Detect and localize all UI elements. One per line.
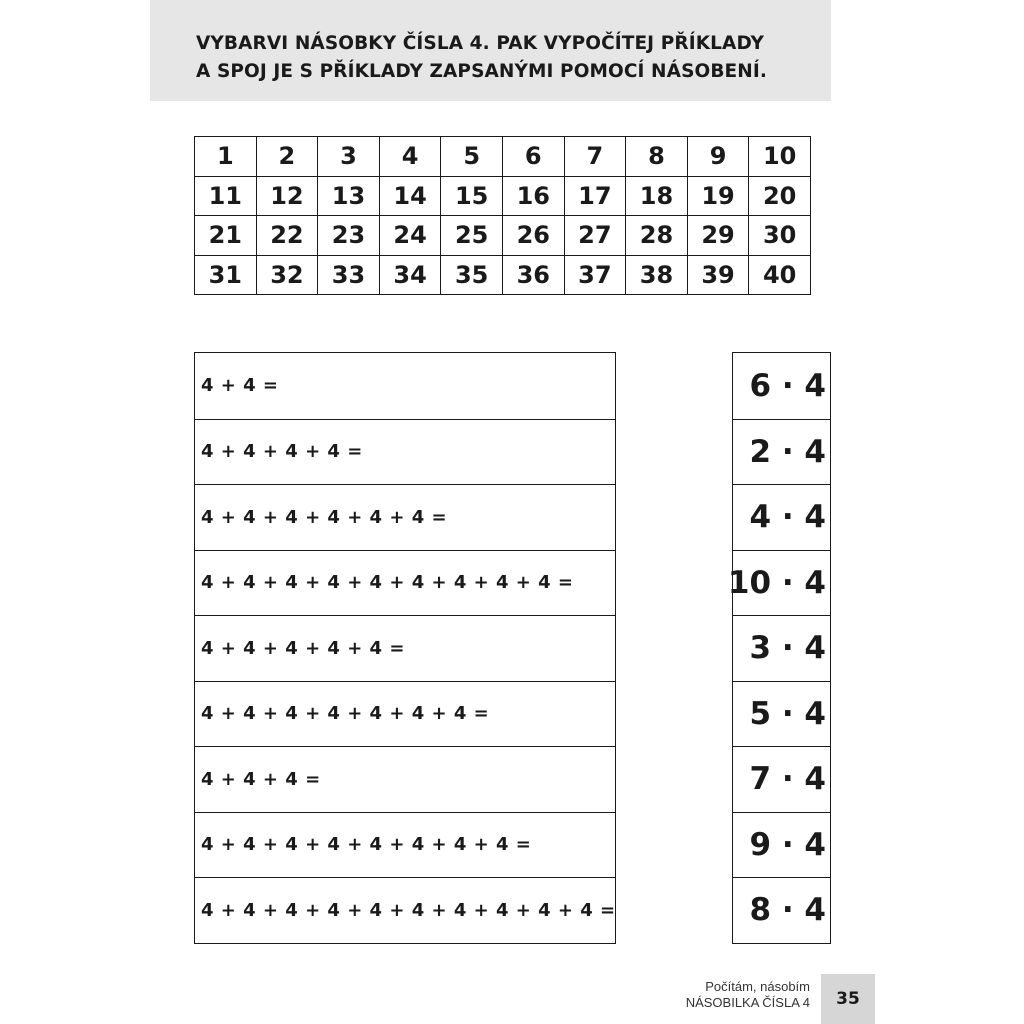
addition-exercise[interactable]: 4 + 4 + 4 + 4 + 4 = bbox=[195, 615, 615, 681]
grid-cell[interactable]: 38 bbox=[626, 255, 688, 295]
addition-exercise[interactable]: 4 + 4 + 4 = bbox=[195, 746, 615, 812]
grid-cell[interactable]: 16 bbox=[502, 176, 564, 216]
grid-row bbox=[195, 176, 811, 216]
page-number: 35 bbox=[821, 974, 875, 1024]
grid-cell[interactable]: 22 bbox=[256, 216, 318, 256]
grid-cell[interactable]: 5 bbox=[441, 137, 503, 177]
multiplication-exercise[interactable]: 2 · 4 bbox=[733, 419, 830, 485]
grid-cell[interactable]: 31 bbox=[195, 255, 257, 295]
instruction-line-1: VYBARVI NÁSOBKY ČÍSLA 4. PAK VYPOČÍTEJ PŘÍKLADY bbox=[196, 33, 765, 54]
grid-cell[interactable]: 39 bbox=[687, 255, 749, 295]
grid-cell[interactable]: 25 bbox=[441, 216, 503, 256]
grid-cell[interactable]: 30 bbox=[749, 216, 811, 256]
grid-cell[interactable]: 2 bbox=[256, 137, 318, 177]
instruction-banner bbox=[150, 0, 831, 101]
grid-cell[interactable]: 14 bbox=[379, 176, 441, 216]
grid-row bbox=[195, 137, 811, 177]
grid-cell[interactable]: 21 bbox=[195, 216, 257, 256]
grid-cell[interactable]: 34 bbox=[379, 255, 441, 295]
multiplication-exercise[interactable]: 8 · 4 bbox=[733, 877, 830, 943]
grid-cell[interactable]: 28 bbox=[626, 216, 688, 256]
addition-exercise[interactable]: 4 + 4 + 4 + 4 + 4 + 4 + 4 + 4 + 4 = bbox=[195, 550, 615, 616]
grid-cell[interactable]: 6 bbox=[502, 137, 564, 177]
multiplication-exercise[interactable]: 3 · 4 bbox=[733, 615, 830, 681]
addition-exercise[interactable]: 4 + 4 = bbox=[201, 375, 279, 397]
addition-exercise[interactable]: 4 + 4 + 4 + 4 + 4 + 4 + 4 = bbox=[195, 681, 615, 747]
grid-cell[interactable]: 26 bbox=[502, 216, 564, 256]
grid-cell[interactable]: 11 bbox=[195, 176, 257, 216]
grid-cell[interactable]: 12 bbox=[256, 176, 318, 216]
number-grid bbox=[194, 136, 811, 295]
grid-cell[interactable]: 35 bbox=[441, 255, 503, 295]
multiplication-exercise[interactable]: 9 · 4 bbox=[733, 812, 830, 878]
grid-cell[interactable]: 10 bbox=[749, 137, 811, 177]
addition-exercise[interactable]: 4 + 4 + 4 + 4 + 4 + 4 + 4 + 4 = bbox=[195, 812, 615, 878]
grid-cell[interactable]: 9 bbox=[687, 137, 749, 177]
grid-cell[interactable]: 13 bbox=[318, 176, 380, 216]
multiplication-exercise[interactable]: 7 · 4 bbox=[733, 746, 830, 812]
grid-cell[interactable]: 37 bbox=[564, 255, 626, 295]
grid-cell[interactable]: 24 bbox=[379, 216, 441, 256]
grid-cell[interactable]: 17 bbox=[564, 176, 626, 216]
instruction-line-2: A SPOJ JE S PŘÍKLADY ZAPSANÝMI POMOCÍ NÁSOBENÍ. bbox=[196, 61, 767, 82]
grid-cell[interactable]: 20 bbox=[749, 176, 811, 216]
footer-book-title: Počítám, násobím bbox=[705, 979, 810, 994]
grid-cell[interactable]: 19 bbox=[687, 176, 749, 216]
grid-cell[interactable]: 32 bbox=[256, 255, 318, 295]
grid-cell[interactable]: 33 bbox=[318, 255, 380, 295]
multiplication-column bbox=[727, 352, 831, 944]
grid-row bbox=[195, 216, 811, 256]
grid-cell[interactable]: 7 bbox=[564, 137, 626, 177]
grid-cell[interactable]: 40 bbox=[749, 255, 811, 295]
grid-cell[interactable]: 8 bbox=[626, 137, 688, 177]
multiplication-exercise[interactable]: 10 · 4 bbox=[733, 550, 830, 616]
addition-exercise[interactable]: 4 + 4 + 4 + 4 + 4 + 4 + 4 + 4 + 4 + 4 = bbox=[195, 877, 615, 943]
addition-exercise-column bbox=[194, 352, 616, 944]
grid-cell[interactable]: 23 bbox=[318, 216, 380, 256]
multiplication-exercise[interactable]: 5 · 4 bbox=[733, 681, 830, 747]
grid-row bbox=[195, 255, 811, 295]
grid-cell[interactable]: 1 bbox=[195, 137, 257, 177]
multiplication-exercise[interactable]: 6 · 4 bbox=[749, 367, 826, 404]
grid-cell[interactable]: 15 bbox=[441, 176, 503, 216]
grid-cell[interactable]: 4 bbox=[379, 137, 441, 177]
addition-exercise[interactable]: 4 + 4 + 4 + 4 + 4 + 4 = bbox=[195, 484, 615, 550]
grid-cell[interactable]: 36 bbox=[502, 255, 564, 295]
grid-cell[interactable]: 18 bbox=[626, 176, 688, 216]
grid-cell[interactable]: 27 bbox=[564, 216, 626, 256]
multiplication-exercise[interactable]: 4 · 4 bbox=[733, 484, 830, 550]
addition-exercise[interactable]: 4 + 4 + 4 + 4 = bbox=[195, 419, 615, 485]
footer-chapter-title: NÁSOBILKA ČÍSLA 4 bbox=[685, 995, 810, 1010]
grid-cell[interactable]: 29 bbox=[687, 216, 749, 256]
grid-cell[interactable]: 3 bbox=[318, 137, 380, 177]
